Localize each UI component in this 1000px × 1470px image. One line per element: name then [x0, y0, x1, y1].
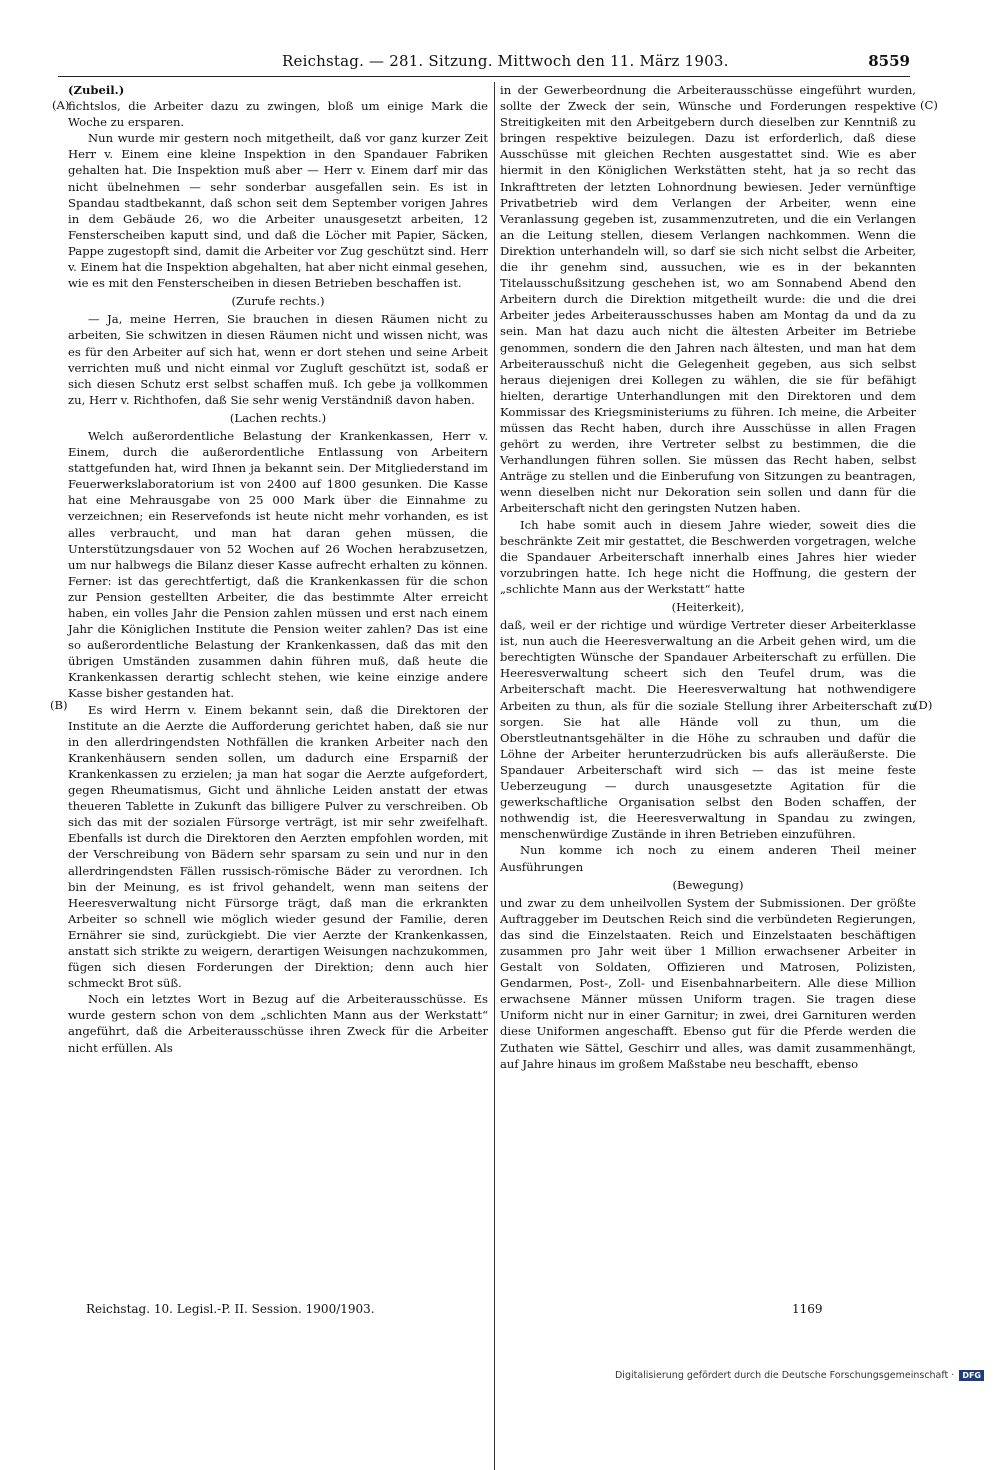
interjection: (Bewegung) [672, 877, 744, 892]
column-divider [494, 82, 495, 1470]
margin-marker-d: (D) [914, 698, 933, 712]
paragraph: — Ja, meine Herren, Sie brauchen in diesen Räumen nicht zu arbeiten, Sie schwitzen in diesen Räumen nicht und wissen nicht, was es für den Arbeiter auf sich hat, wenn er dort stehen und seine Arbeit verrichten muß und nicht einmal vor Zugluft geschützt ist, sodaß er sich diesen Schutz erst selbst schaffen muß. Ich gebe ja vollkommen zu, Herr v. Richthofen, daß Sie sehr wenig Verständniß davon haben. [68, 312, 488, 407]
footer-page-number: 1169 [792, 1302, 823, 1316]
speaker-tag: (Zubeil.) [68, 83, 125, 97]
dfg-logo-icon: DFG [959, 1370, 984, 1381]
interjection: (Zurufe rechts.) [231, 294, 325, 309]
paragraph: Ich habe somit auch in diesem Jahre wieder, soweit dies die beschränkte Zeit mir gestattet, die Beschwerden vorgetragen, welche die Spandauer Arbeiterschaft innerhalb eines Jahres hier wieder vorzubringen hatte. Ich hege nicht die Hoffnung, die gestern der „schlichte Mann aus der Werkstatt“ hatte [500, 517, 916, 596]
paragraph: daß, weil er der richtige und würdige Vertreter dieser Arbeiterklasse ist, nun auch die Heeresverwaltung an die Arbeit gehen wird, um die berechtigten Wünsche der Spandauer Arbeiterschaft zu erfüllen. Die Heeresverwaltung scheert sich den Teufel drum, was die Arbeiterschaft macht. Die Heeresverwaltung hat nothwendigere Arbeiten zu thun, als für die soziale Stellung ihrer Arbeiterschaft zu sorgen. Sie hat alle Hände voll zu thun, um die Oberstleutnantsgehälter in die Höhe zu schrauben und dafür die Löhne der Arbeiter herunterzudrücken bis aufs alleräußerste. Die Spandauer Arbeiterschaft wird sich — das ist meine feste Ueberzeugung — durch unausgesetzte Agitation für die gewerkschaftliche Organisation selbst den Boden schaffen, der nothwendig ist, die Heeresverwaltung in Spandau zu zwingen, menschenwürdige Zustände in ihren Betrieben einzuführen. [500, 618, 916, 842]
running-title: Reichstag. — 281. Sitzung. Mittwoch den 11. März 1903. [282, 52, 729, 70]
paragraph: Nun komme ich noch zu einem anderen Theil meiner Ausführungen [500, 843, 916, 874]
digitization-text: Digitalisierung gefördert durch die Deutsche Forschungsgemeinschaft · [614, 1370, 955, 1381]
right-column [500, 82, 916, 1072]
paragraph: Es wird Herrn v. Einem bekannt sein, daß die Direktoren der Institute an die Aerzte die Aufforderung gerichtet haben, daß sie nur in den allerdringendsten Nothfällen die kranken Arbeiter nach den Krankenhäusern senden sollen, um dadurch eine Ersparniß der Krankenkassen zu erzielen; ja man hat sogar die Aerzte aufgefordert, gegen Rheumatismus, Gicht und ähnliche Leiden anstatt der etwas theueren Tablette in Zukunft das billigere Pulver zu verschreiben. Ob sich das mit der sozialen Fürsorge verträgt, ist mir sehr zweifelhaft. Ebenfalls ist durch die Direktoren den Aerzten empfohlen worden, mit der Verschreibung von Bädern sehr sparsam zu sein und nur in den allerdringendsten Fällen russisch-römische Bäder zu verordnen. Ich bin der Meinung, es ist frivol gehandelt, wenn man seitens der Heeresverwaltung nicht Fürsorge trägt, daß man die erkrankten Arbeiter so schnell wie möglich wieder gesund der Familie, deren Ernährer sie sind, zurückgiebt. Die vier Aerzte der Krankenkassen, anstatt sich strikte zu weigern, derartigen Weisungen nachzukommen, fügen sich diesen Forderungen der Direktion; denn auch hier schmeckt Brot süß. [68, 702, 488, 991]
left-column [68, 82, 488, 1056]
margin-marker-b: (B) [50, 698, 68, 712]
margin-marker-c: (C) [920, 98, 938, 112]
page-number: 8559 [868, 52, 910, 70]
page-header [58, 50, 910, 77]
paragraph: Noch ein letztes Wort in Bezug auf die Arbeiterausschüsse. Es wurde gestern schon von dem „schlichten Mann aus der Werkstatt“ angeführt, daß die Arbeiterausschüsse ihren Zweck für die Arbeiter nicht erfüllen. Als [68, 992, 488, 1055]
margin-marker-a: (A) [52, 98, 70, 112]
footer-publication: Reichstag. 10. Legisl.-P. II. Session. 1900/1903. [86, 1302, 375, 1316]
paragraph: Welch außerordentliche Belastung der Krankenkassen, Herr v. Einem, durch die außerordentliche Entlassung von Arbeitern stattgefunden hat, wird Ihnen ja bekannt sein. Der Mitgliederstand im Feuerwerkslaboratorium ist von 2400 auf 1800 gesunken. Die Kasse hat eine Mehrausgabe von 25 000 Mark über die Einnahme zu verzeichnen; ein Reservefonds ist heute nicht mehr vorhanden, es ist alles verbraucht, und man hat daran gehen müssen, die Unterstützungsdauer von 52 Wochen auf 26 Wochen herabzusetzen, um nur halbwegs die Bilanz dieser Kasse aufrecht erhalten zu können. Ferner: ist das gerechtfertigt, daß die Krankenkassen für die schon zur Pension gestellten Arbeiter, die das bestimmte Alter erreicht haben, ein volles Jahr die Pension zahlen müssen und erst nach einem Jahr die Königlichen Institute die Pension weiter zahlen? Das ist eine so außerordentliche Belastung der Krankenkassen, daß das mit den übrigen Umständen zusammen dahin führen muß, daß heute die Krankenkassen derartig schlecht stehen, wie keine einzige andere Kasse bisher gestanden hat. [68, 428, 488, 701]
paragraph: und zwar zu dem unheilvollen System der Submissionen. Der größte Auftraggeber im Deutschen Reich sind die verbündeten Regierungen, das sind die Einzelstaaten. Reich und Einzelstaaten beschäftigen zusammen pro Jahr weit über 1 Million erwachsener Arbeiter in Gestalt von Soldaten, Offizieren und Matrosen, Polizisten, Gendarmen, Post-, Zoll- und Eisenbahnarbeitern. Alle diese Million erwachsene Männer müssen Uniform tragen. Sie tragen diese Uniform nicht nur in einer Garnitur; in zwei, drei Garnituren werden diese Uniformen angeschafft. Ebenso gut für die Pferde werden die Zuthaten wie Sättel, Geschirr und alles, was damit zusammenhängt, auf Jahre hinaus im großem Maßstabe neu beschafft, ebenso [500, 895, 916, 1071]
paragraph: in der Gewerbeordnung die Arbeiterausschüsse eingeführt wurden, sollte der Zweck der sein, Wünsche und Forderungen respektive Streitigkeiten mit den Arbeitgebern durch dieselben zur Kenntniß zu bringen respektive beizulegen. Dazu ist erforderlich, daß diese Ausschüsse mit gleichen Rechten ausgestattet sind. Wie es aber hiermit in den Königlichen Werkstätten steht, hat ja so recht das Inkrafttreten der letzten Lohnordnung bewiesen. Jeder vernünftige Privatbetrieb wird dem Verlangen der Arbeiter, wenn eine Veranlassung gegeben ist, zusammenzutreten, und die ein Verlangen an die Leitung stellen, diesem Verlangen nachkommen. Wenn die Direktion unterhandeln will, so darf sie sich nicht selbst die Arbeiter, die ihr genehm sind, aussuchen, wie es in der bekannten Titelausschußsitzung geschehen ist, wo am Sonnabend Abend den Arbeitern durch die Direktion mitgetheilt wurde: die und die drei Arbeiter jedes Arbeiterausschusses haben am Montag da und da zu sein. Man hat dazu auch nicht die ältesten Arbeiter im Betriebe genommen, sondern die den Jahren nach ältesten, und man hat dem Arbeiterausschuß nicht die Gelegenheit gegeben, aus sich selbst heraus diejenigen drei Kollegen zu wählen, die sie für befähigt hielten, derartige Unterhandlungen mit den Direktoren und dem Kommissar des Kriegsministeriums zu führen. Ich meine, die Arbeiter müssen das Recht haben, durch ihre Ausschüsse in allen Fragen gehört zu werden, ihre Vertreter selbst zu bestimmen, die die Verhandlungen führen sollen. Sie müssen das Recht haben, selbst Anträge zu stellen und die Einberufung von Sitzungen zu beantragen, wenn dieselben nicht nur Dekoration sein sollen und dann für die Arbeiterschaft nicht den geringsten Nutzen haben. [500, 83, 916, 516]
digitization-credit [615, 1370, 984, 1381]
paragraph: fichtslos, die Arbeiter dazu zu zwingen, bloß um einige Mark die Woche zu ersparen. [68, 99, 488, 130]
interjection: (Heiterkeit), [671, 600, 745, 614]
interjection: (Lachen rechts.) [229, 410, 327, 425]
paragraph: Nun wurde mir gestern noch mitgetheilt, daß vor ganz kurzer Zeit Herr v. Einem eine kleine Inspektion in den Spandauer Fabriken gehalten hat. Die Inspektion muß aber — Herr v. Einem darf mir das nicht übelnehmen — sehr sonderbar ausgefallen sein. Es ist in Spandau stadtbekannt, daß schon seit dem September vorigen Jahres in dem Gebäude 26, wo die Arbeiter unausgesetzt arbeiten, 12 Fensterscheiben kaputt sind, und daß die Löcher mit Papier, Säcken, Pappe zugestopft sind, damit die Arbeiter vor Zug geschützt sind. Herr v. Einem hat die Inspektion abgehalten, hat aber nicht einmal gesehen, wie es mit den Fensterscheiben in diesen Betrieben beschaffen ist. [68, 131, 488, 291]
